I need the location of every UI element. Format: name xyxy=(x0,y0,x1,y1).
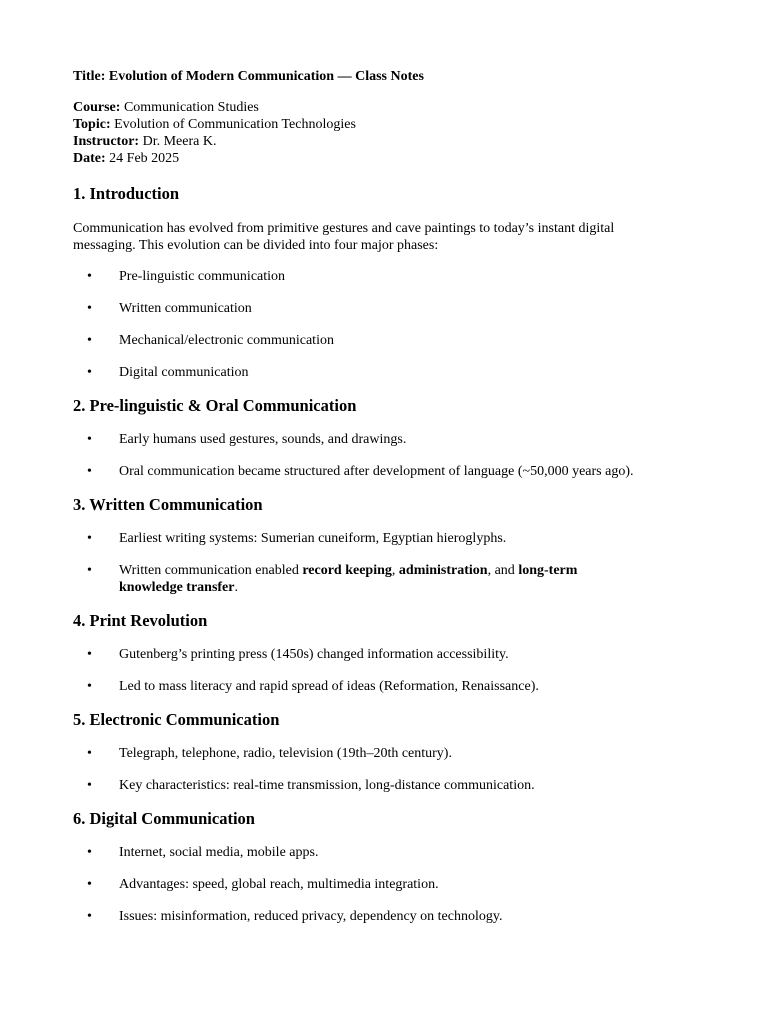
document-title: Title: Evolution of Modern Communication — Class Notes xyxy=(73,69,424,84)
bullet-icon: • xyxy=(87,531,92,546)
list-item xyxy=(73,678,713,695)
list-item xyxy=(73,431,713,448)
list-item-text: Written communication xyxy=(119,301,252,316)
document-page xyxy=(73,68,713,925)
instructor-line xyxy=(73,133,713,150)
bullet-icon: • xyxy=(87,333,92,348)
bullet-icon: • xyxy=(87,746,92,761)
list-item xyxy=(73,364,713,381)
list-item-text: Oral communication became structured after development of language (~50,000 years ago). xyxy=(119,464,634,479)
list-item xyxy=(73,777,713,794)
list-item xyxy=(73,463,713,480)
meta-label: Instructor: xyxy=(73,134,140,149)
list-item-text: Led to mass literacy and rapid spread of ideas (Reformation, Renaissance). xyxy=(119,679,539,694)
bullet-icon: • xyxy=(87,464,92,479)
course-line xyxy=(73,99,713,116)
bold-term: record keeping xyxy=(302,563,392,578)
list-item-text: Earliest writing systems: Sumerian cuneiform, Egyptian hieroglyphs. xyxy=(119,531,507,546)
section-heading-electronic: 5. Electronic Communication xyxy=(73,710,280,729)
list-item-text: Pre-linguistic communication xyxy=(119,269,286,284)
section-heading-print: 4. Print Revolution xyxy=(73,611,208,630)
list-item xyxy=(73,530,713,547)
list-item-text: Written communication enabled xyxy=(119,563,303,578)
list-item-text: Digital communication xyxy=(119,365,249,380)
list-item xyxy=(73,745,713,762)
meta-label: Topic: xyxy=(73,117,111,132)
list-item-text: Telegraph, telephone, radio, television (19th–20th century). xyxy=(119,746,452,761)
oral-list xyxy=(73,431,713,480)
list-item-text: Key characteristics: real-time transmission, long-distance communication. xyxy=(119,778,535,793)
bold-term: administration xyxy=(398,563,488,578)
written-list xyxy=(73,530,713,596)
meta-value: Dr. Meera K. xyxy=(139,134,217,149)
list-item-text: Early humans used gestures, sounds, and drawings. xyxy=(119,432,407,447)
bold-term: knowledge transfer xyxy=(119,580,235,595)
list-item xyxy=(73,908,713,925)
list-item xyxy=(73,646,713,663)
bullet-icon: • xyxy=(87,909,92,924)
list-item-text: , xyxy=(391,563,399,578)
meta-value: Evolution of Communication Technologies xyxy=(110,117,356,132)
bullet-icon: • xyxy=(87,365,92,380)
list-item xyxy=(73,268,713,285)
list-item-text: . xyxy=(234,580,238,595)
list-item xyxy=(73,332,713,349)
list-item-text: Gutenberg’s printing press (1450s) changed information accessibility. xyxy=(119,647,509,662)
meta-value: 24 Feb 2025 xyxy=(105,151,180,166)
list-item-text: Mechanical/electronic communication xyxy=(119,333,334,348)
list-item xyxy=(73,844,713,861)
list-item-text: Issues: misinformation, reduced privacy, dependency on technology. xyxy=(119,909,503,924)
bullet-icon: • xyxy=(87,432,92,447)
list-item-text: Advantages: speed, global reach, multimedia integration. xyxy=(119,877,439,892)
section-heading-introduction: 1. Introduction xyxy=(73,184,180,203)
list-item-text: , and xyxy=(487,563,519,578)
bullet-icon: • xyxy=(87,563,92,578)
intro-paragraph-line: messaging. This evolution can be divided into four major phases: xyxy=(73,238,439,253)
phases-list xyxy=(73,268,713,381)
meta-label: Date: xyxy=(73,151,106,166)
list-item xyxy=(73,876,713,893)
topic-line xyxy=(73,116,713,133)
bullet-icon: • xyxy=(87,877,92,892)
print-list xyxy=(73,646,713,695)
digital-list xyxy=(73,844,713,925)
bold-term: long-term xyxy=(518,563,578,578)
intro-paragraph-line: Communication has evolved from primitive gestures and cave paintings to today’s instant digital xyxy=(73,221,615,236)
bullet-icon: • xyxy=(87,845,92,860)
bullet-icon: • xyxy=(87,269,92,284)
meta-value: Communication Studies xyxy=(120,100,259,115)
list-item xyxy=(73,300,713,317)
bullet-icon: • xyxy=(87,647,92,662)
bullet-icon: • xyxy=(87,778,92,793)
list-item-text: Internet, social media, mobile apps. xyxy=(119,845,319,860)
bullet-icon: • xyxy=(87,679,92,694)
section-heading-oral: 2. Pre-linguistic & Oral Communication xyxy=(73,396,357,415)
meta-label: Course: xyxy=(73,100,121,115)
section-heading-digital: 6. Digital Communication xyxy=(73,809,255,828)
electronic-list xyxy=(73,745,713,794)
section-heading-written: 3. Written Communication xyxy=(73,495,263,514)
list-item xyxy=(73,562,713,596)
bullet-icon: • xyxy=(87,301,92,316)
date-line xyxy=(73,150,713,167)
